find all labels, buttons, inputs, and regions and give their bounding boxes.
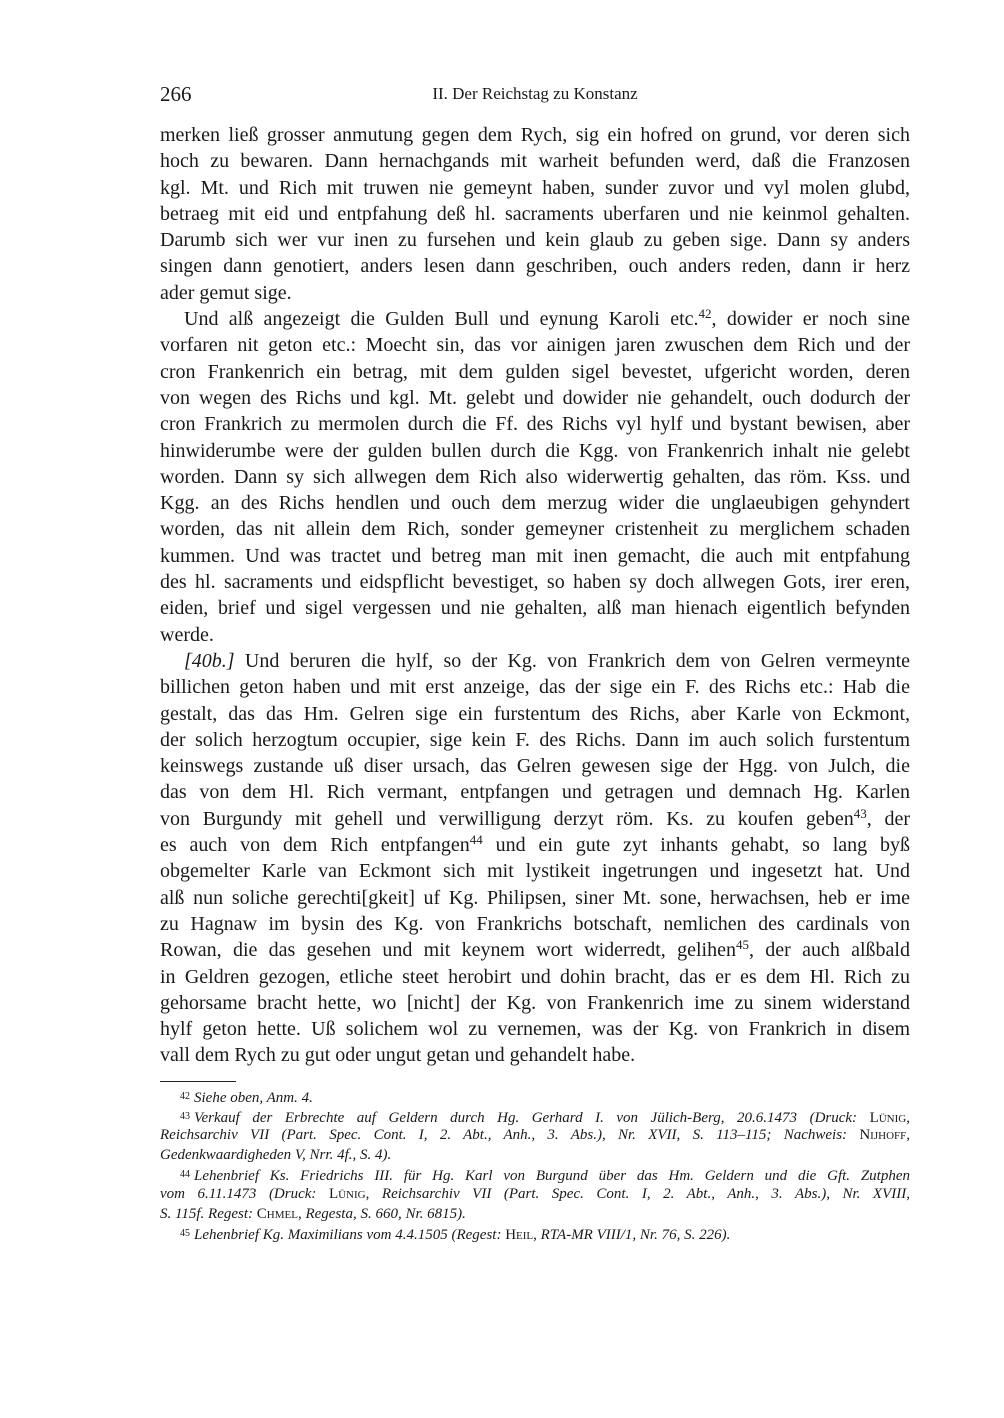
text-segment: Lehenbrief Kg. Maximilians vom 4.4.1505 (Regest: bbox=[194, 1227, 506, 1244]
text-segment: das von dem Hl. Rich vermant, entpfangen und getragen und demnach Hg. Karlen bbox=[160, 781, 910, 804]
text-line bbox=[160, 280, 910, 306]
text-segment: Lünig, bbox=[869, 1109, 910, 1126]
footnote-number: 44 bbox=[180, 1169, 190, 1181]
text-segment: Lehenbrief Ks. Friedrichs III. für Hg. Karl von Burgund über das Hm. Geldern und die Gft. Zutphen bbox=[194, 1168, 910, 1185]
line-content bbox=[160, 1185, 910, 1205]
text-segment: Nijhoff, bbox=[859, 1127, 910, 1144]
text-line bbox=[160, 306, 910, 332]
text-segment: hoch zu bewaren. Dann hernachgands mit warheit befunden werd, daß die Franzosen bbox=[160, 150, 910, 173]
line-content bbox=[160, 911, 910, 937]
text-segment: betraeg mit eid und entpfahung deß hl. sacraments uberfaren und nie keinmol gehalten. bbox=[160, 202, 910, 225]
footnote-line bbox=[160, 1146, 910, 1166]
text-line bbox=[160, 227, 910, 253]
text-segment: Darumb sich wer vur inen zu fursehen und kein glaub zu geben sige. Dann sy anders bbox=[160, 229, 910, 252]
text-segment: billichen geton haben und mit erst anzeige, das der sige ein F. des Richs etc.: Hab die bbox=[160, 676, 910, 699]
text-segment: Chmel, bbox=[256, 1205, 302, 1222]
text-segment: Rowan, die das gesehen und mit keynem wort widerredt, gelihen bbox=[160, 939, 736, 962]
footnote-number: 42 bbox=[180, 1091, 190, 1102]
text-segment: gehorsame bracht hette, wo [nicht] der Kg. von Frankenrich ime zu sinem widerstand bbox=[160, 991, 910, 1014]
text-line bbox=[160, 885, 910, 911]
text-line bbox=[160, 832, 910, 858]
text-segment: ader gemut sige. bbox=[160, 281, 292, 304]
footnote bbox=[160, 1087, 910, 1107]
text-line bbox=[160, 332, 910, 358]
line-content bbox=[160, 122, 910, 148]
text-segment: kgl. Mt. und Rich mit truwen nie gemeynt haben, sunder zuvor und vyl molen glubd, bbox=[160, 176, 910, 199]
text-segment: eiden, brief und sigel vergessen und nie gehalten, alß man hienach eigentlich befynden bbox=[160, 597, 910, 620]
text-line bbox=[160, 964, 910, 990]
line-content bbox=[160, 858, 910, 884]
line-content bbox=[160, 701, 910, 727]
text-segment: S. 115f. Regest: bbox=[160, 1205, 257, 1222]
text-line bbox=[160, 753, 910, 779]
footnote-reference[interactable]: 44 bbox=[469, 832, 483, 848]
text-segment: und ein gute zyt inhants gehabt, so lang byß bbox=[482, 834, 910, 857]
footnote-line bbox=[160, 1126, 910, 1146]
text-segment: Regesta, S. 660, Nr. 6815). bbox=[301, 1205, 466, 1222]
text-segment: Gedenkwaardigheden V, Nrr. 4f., S. 4). bbox=[160, 1146, 392, 1163]
text-line bbox=[160, 674, 910, 700]
text-segment: in Geldren gezogen, etliche steet herobirt und dohin bracht, das er es dem Hl. Rich zu bbox=[160, 965, 910, 988]
text-segment: keinswegs zustande uß diser ursach, das Gelren gewesen sige der Hgg. von Julch, die bbox=[160, 755, 910, 778]
line-content bbox=[160, 490, 910, 516]
footnotes bbox=[160, 1087, 910, 1244]
line-content bbox=[160, 964, 910, 990]
main-text bbox=[160, 122, 910, 1069]
line-content bbox=[160, 1016, 910, 1042]
line-content bbox=[184, 648, 910, 674]
text-line bbox=[160, 516, 910, 542]
line-content bbox=[160, 753, 910, 779]
page-number: 266 bbox=[160, 82, 192, 106]
line-content bbox=[160, 385, 910, 411]
text-line bbox=[160, 569, 910, 595]
text-line bbox=[160, 1042, 910, 1068]
text-segment: kummen. Und was tractet und betreg man mit inen gemacht, die auch mit entpfahung bbox=[160, 544, 910, 567]
text-segment: Kgg. an des Richs hendlen und ouch dem merzug wider die unglaeubigen gehyndert bbox=[160, 492, 910, 515]
text-segment: hinwiderumbe were der gulden bullen durch die Kgg. von Frankenrich inhalt nie gelebt bbox=[160, 439, 910, 462]
text-segment: gestalt, das das Hm. Gelren sige ein furstentum des Richs, aber Karle von Eckmont, bbox=[160, 702, 910, 725]
text-line bbox=[160, 543, 910, 569]
running-head: II. Der Reichstag zu Konstanz bbox=[432, 84, 638, 103]
line-content bbox=[160, 359, 910, 385]
text-line bbox=[160, 858, 910, 884]
text-line bbox=[160, 779, 910, 805]
line-content bbox=[160, 438, 910, 464]
text-segment: vorfaren nit geton etc.: Moecht sin, das vor ainigen jaren zwuschen dem Rich und der bbox=[160, 334, 910, 357]
footnote bbox=[160, 1165, 910, 1185]
line-content bbox=[160, 990, 910, 1016]
text-segment: RTA-MR VIII/1, Nr. 76, S. 226). bbox=[536, 1227, 731, 1244]
line-content bbox=[160, 516, 910, 542]
footnote-reference[interactable]: 43 bbox=[853, 805, 867, 821]
line-content bbox=[160, 464, 910, 490]
text-segment: vom 6.11.1473 (Druck: bbox=[160, 1185, 329, 1202]
text-line bbox=[160, 385, 910, 411]
line-content bbox=[160, 569, 910, 595]
line-content bbox=[160, 332, 910, 358]
text-line bbox=[160, 411, 910, 437]
line-content bbox=[160, 1205, 910, 1225]
text-segment: , dowider er noch sine bbox=[711, 308, 911, 331]
text-segment: Siehe oben, Anm. 4. bbox=[194, 1090, 313, 1106]
line-content bbox=[160, 1146, 910, 1166]
line-content bbox=[160, 832, 910, 858]
line-content bbox=[160, 806, 910, 832]
footnote-line bbox=[160, 1185, 910, 1205]
line-content bbox=[184, 306, 910, 332]
text-segment: Und beruren die hylf, so der Kg. von Frankrich dem von Gelren vermeynte bbox=[234, 649, 910, 672]
text-segment: worden, das nit allein dem Rich, sonder gemeyner cristenheit zu merglichem schaden bbox=[160, 518, 910, 541]
line-content bbox=[160, 885, 910, 911]
line-content bbox=[160, 727, 910, 753]
text-line bbox=[160, 490, 910, 516]
footnote-line bbox=[160, 1205, 910, 1225]
text-segment: Heil, bbox=[505, 1227, 537, 1244]
line-content bbox=[160, 543, 910, 569]
footnote-reference[interactable]: 42 bbox=[698, 306, 712, 322]
text-segment: der solich herzogtum occupier, sige kein F. des Richs. Dann im auch solich furstentum bbox=[160, 728, 910, 751]
text-segment: Reichsarchiv VII (Part. Spec. Cont. I, 2. Abt., Anh., 3. Abs.), Nr. XVII, S. 113–115; Nachweis: bbox=[160, 1127, 860, 1144]
text-segment: cron Frankenrich ein betrag, mit dem gulden sigel bevestet, ufgericht worden, deren bbox=[160, 360, 910, 383]
text-segment: Und alß angezeigt die Gulden Bull und eynung Karoli etc. bbox=[184, 308, 699, 331]
text-segment: Lünig, bbox=[328, 1185, 370, 1202]
text-line bbox=[160, 438, 910, 464]
text-segment: von Burgundy mit gehell und verwilligung derzyt röm. Ks. zu koufen geben bbox=[160, 807, 854, 830]
line-content bbox=[160, 148, 910, 174]
text-line bbox=[160, 911, 910, 937]
line-content bbox=[160, 1126, 910, 1146]
line-content bbox=[160, 779, 910, 805]
text-line bbox=[160, 595, 910, 621]
text-segment: Reichsarchiv VII (Part. Spec. Cont. I, 2. Abt., Anh., 3. Abs.), Nr. XVIII, bbox=[369, 1185, 910, 1202]
line-content bbox=[160, 175, 910, 201]
text-line bbox=[160, 1016, 910, 1042]
text-segment: des hl. sacraments und eidspflicht bevestiget, so haben sy doch allwegen Gots, irer eren, bbox=[160, 571, 910, 594]
line-content bbox=[180, 1165, 910, 1187]
footnote bbox=[160, 1224, 910, 1244]
text-line bbox=[160, 122, 910, 148]
text-segment: Verkauf der Erbrechte auf Geldern durch Hg. Gerhard I. von Jülich-Berg, 20.6.1473 (Druck: bbox=[194, 1109, 870, 1126]
text-line bbox=[160, 648, 910, 674]
text-line bbox=[160, 806, 910, 832]
text-segment: hylf geton hette. Uß solichem wol zu vernemen, was der Kg. von Frankrich in disem bbox=[160, 1018, 910, 1041]
text-line bbox=[160, 253, 910, 279]
line-content bbox=[160, 674, 910, 700]
text-segment: zu Hagnaw im bysin des Kg. von Frankrichs botschaft, nemlichen des cardinals von bbox=[160, 912, 910, 935]
text-line bbox=[160, 201, 910, 227]
line-content bbox=[160, 595, 910, 621]
line-content bbox=[160, 253, 910, 279]
line-content bbox=[180, 1224, 910, 1246]
text-line bbox=[160, 175, 910, 201]
footnote-number: 43 bbox=[180, 1110, 190, 1122]
line-content bbox=[160, 280, 910, 306]
text-line bbox=[160, 359, 910, 385]
footnote-reference[interactable]: 45 bbox=[735, 937, 749, 953]
text-segment: [40b.] bbox=[184, 649, 235, 672]
text-line bbox=[160, 937, 910, 963]
text-segment: es auch von dem Rich entpfangen bbox=[160, 834, 470, 857]
text-segment: , der auch alßbald bbox=[748, 939, 910, 962]
line-content bbox=[160, 622, 910, 648]
line-content bbox=[160, 1042, 910, 1068]
text-segment: werde. bbox=[160, 623, 214, 646]
text-line bbox=[160, 464, 910, 490]
text-segment: singen dann genotiert, anders lesen dann geschriben, ouch anders reden, dann ir herz bbox=[160, 255, 910, 278]
text-segment: alß nun soliche gerechti[gkeit] uf Kg. Philipsen, siner Mt. sone, herwachsen, heb er ime bbox=[160, 886, 910, 909]
line-content bbox=[160, 937, 910, 963]
footnote-divider bbox=[160, 1081, 236, 1082]
footnote-number: 45 bbox=[180, 1228, 190, 1240]
text-line bbox=[160, 148, 910, 174]
text-line bbox=[160, 727, 910, 753]
text-segment: merken ließ grosser anmutung gegen dem Rych, sig ein hofred on grund, vor deren sich bbox=[160, 124, 910, 146]
text-segment: vall dem Rych zu gut oder ungut getan und gehandelt habe. bbox=[160, 1044, 636, 1067]
text-segment: von wegen des Richs und kgl. Mt. gelebt und dowider nie gehandelt, ouch dodurch der bbox=[160, 386, 910, 409]
text-segment: , der bbox=[866, 807, 910, 830]
line-content bbox=[160, 201, 910, 227]
line-content bbox=[180, 1107, 910, 1129]
text-line bbox=[160, 622, 910, 648]
line-content bbox=[160, 411, 910, 437]
text-line bbox=[160, 701, 910, 727]
footnote bbox=[160, 1107, 910, 1127]
text-segment: worden. Dann sy sich allwegen dem Rich also widerwertig gehalten, das röm. Kss. und bbox=[160, 465, 910, 488]
line-content bbox=[180, 1087, 910, 1109]
text-line bbox=[160, 990, 910, 1016]
text-segment: obgemelter Karle van Eckmont sich mit lystikeit ingetrungen und ingesetzt hat. Und bbox=[160, 860, 910, 883]
line-content bbox=[160, 227, 910, 253]
text-segment: cron Frankrich zu mermolen durch die Ff. des Richs vyl hylf und bystant bewisen, aber bbox=[160, 413, 910, 436]
